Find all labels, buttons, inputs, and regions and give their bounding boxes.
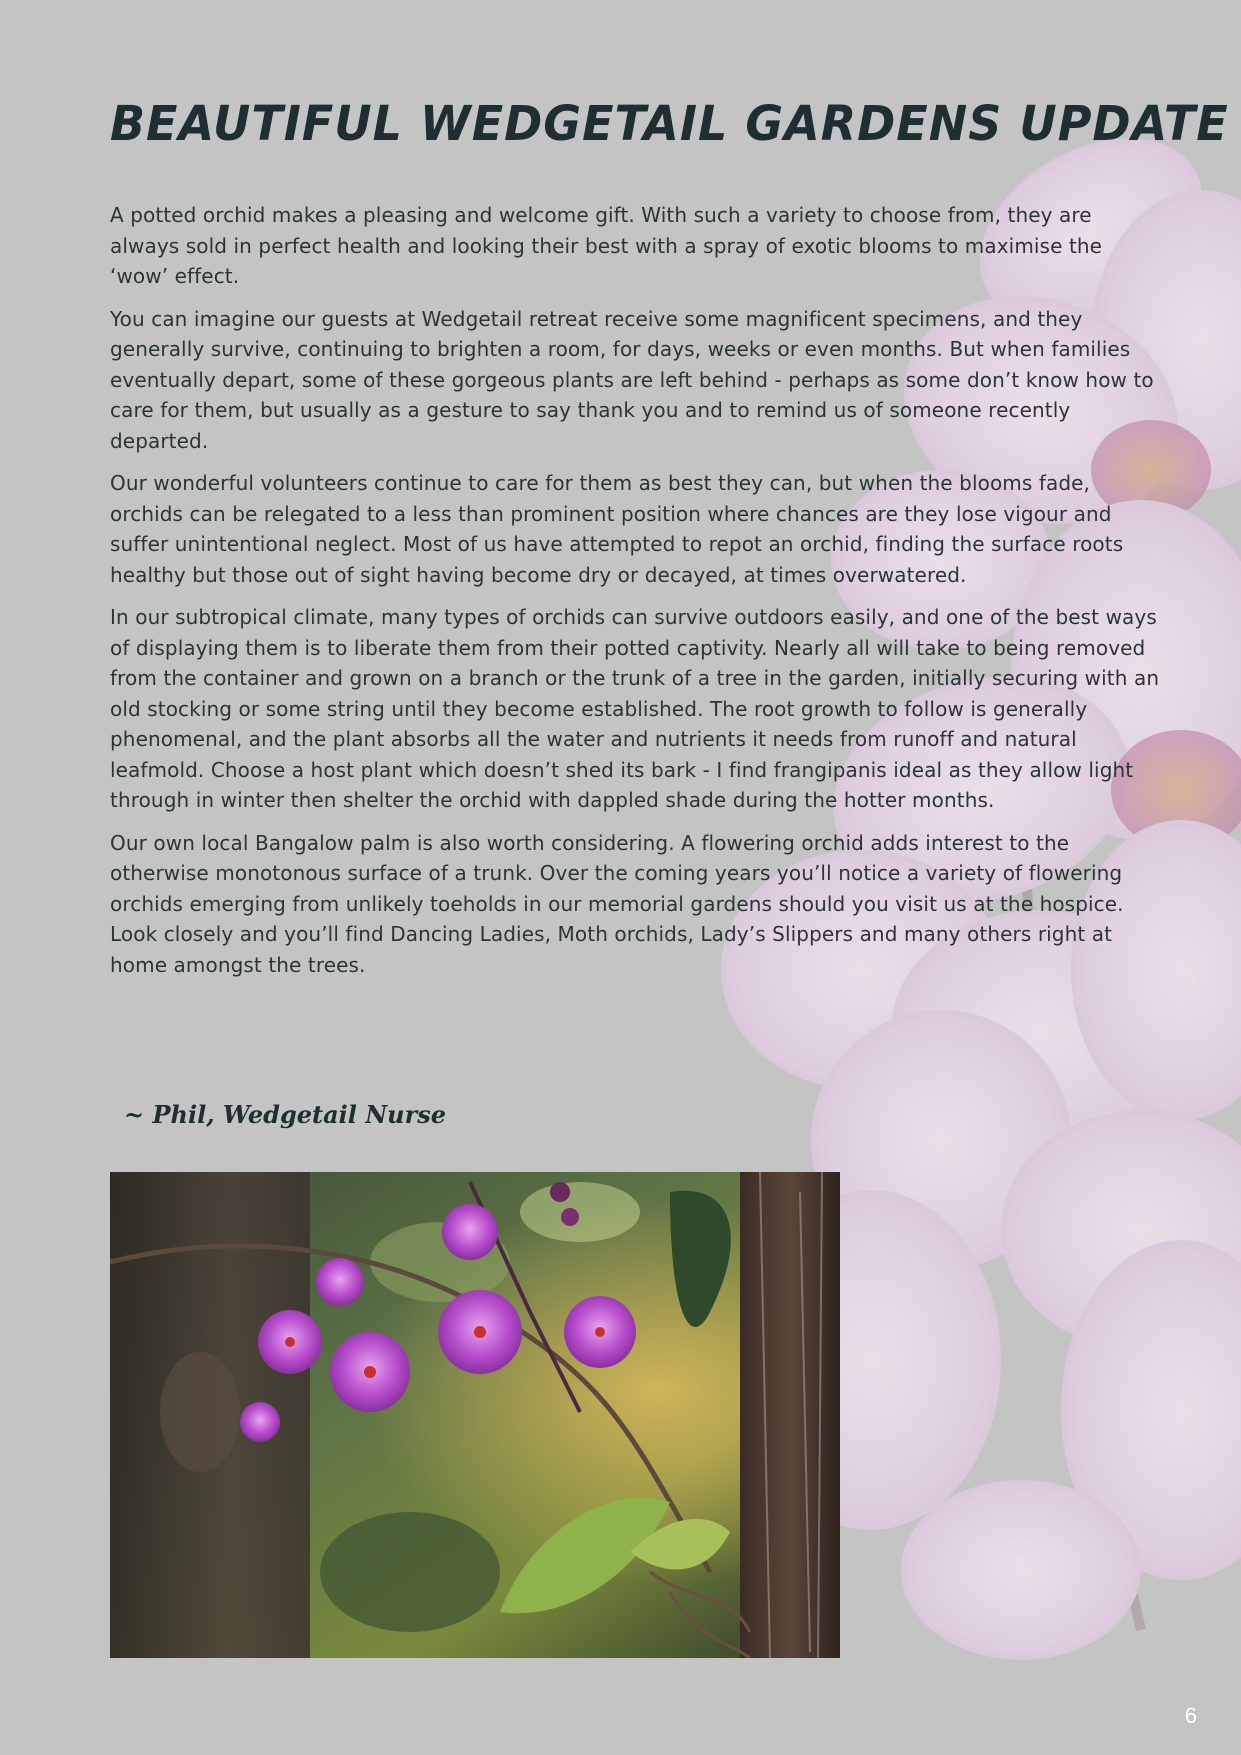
article-paragraph: Our wonderful volunteers continue to care for them as best they can, but when the blooms fade, orchids can be relegated to a less than prominent position where chances are they lose vigour and suffer unintentional neglect. Most of us have attempted to repot an orchid, finding the surface roots healthy but those out of sight having become dry or decayed, at times overwatered. [110, 471, 1124, 587]
article-paragraph: A potted orchid makes a pleasing and welcome gift. With such a variety to choose from, they are always sold in perfect health and looking their best with a spray of exotic blooms to maximise the ‘wow’ effect. [110, 203, 1103, 288]
author-signature: ~ Phil, Wedgetail Nurse [124, 1100, 447, 1129]
article-body [110, 200, 1160, 992]
article-paragraph: Our own local Bangalow palm is also worth considering. A flowering orchid adds interest to the otherwise monotonous surface of a trunk. Over the coming years you’ll notice a variety of flowering orchids emerging from unlikely toeholds in our memorial gardens should you visit us at the hospice. Look closely and you’ll find Dancing Ladies, Moth orchids, Lady’s Slippers and many others right at home amongst the trees. [110, 830, 1124, 977]
page-title: BEAUTIFUL WEDGETAIL GARDENS UPDATE [110, 94, 1229, 152]
page-number: 6 [1184, 1703, 1197, 1728]
article-paragraph: You can imagine our guests at Wedgetail retreat receive some magnificent specimens, and they generally survive, continuing to brighten a room, for days, weeks or even months. But when families eventually depart, some of these gorgeous plants are left behind - perhaps as some don’t know how to care for them, but usually as a gesture to say thank you and to remind us of someone recently departed. [110, 306, 1154, 453]
orchid-photo [110, 1172, 840, 1658]
article-paragraph: In our subtropical climate, many types of orchids can survive outdoors easily, and one of the best ways of displaying them is to liberate them from their potted captivity. Nearly all will take to being removed from the container and grown on a branch or the trunk of a tree in the garden, initially securing with an old stocking or some string until they become established. The root growth to follow is generally phenomenal, and the plant absorbs all the water and nutrients it needs from runoff and natural leafmold. Choose a host plant which doesn’t shed its bark - I find frangipanis ideal as they allow light through in winter then shelter the orchid with dappled shade during the hotter months. [110, 605, 1160, 812]
